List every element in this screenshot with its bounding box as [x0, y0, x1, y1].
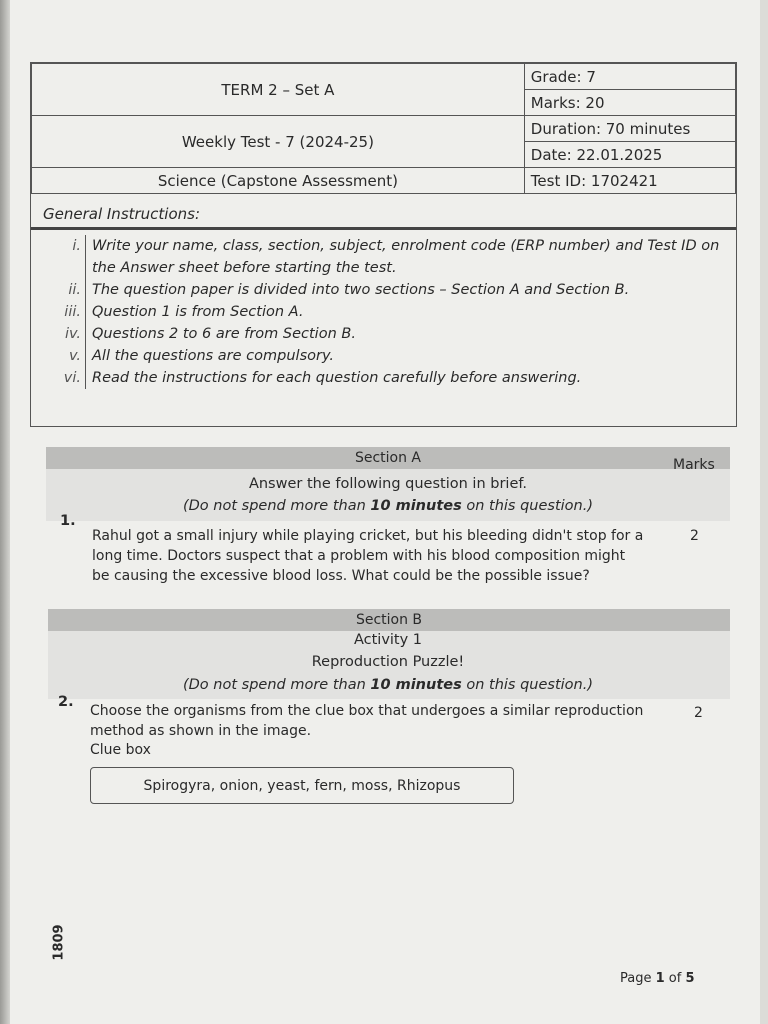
clue-box: Spirogyra, onion, yeast, fern, moss, Rhizopus: [90, 767, 514, 804]
activity-label: Activity 1: [353, 632, 423, 648]
date-cell: Date: 22.01.2025: [524, 142, 735, 168]
divider: [85, 323, 86, 345]
duration-cell: Duration: 70 minutes: [524, 116, 735, 142]
question-1-number: 1.: [60, 513, 76, 529]
instruction-number: i.: [72, 238, 81, 254]
marks-cell: Marks: 20: [524, 90, 735, 116]
divider: [85, 367, 86, 389]
instructions-list: [31, 235, 736, 389]
section-a-title: Section A: [354, 450, 422, 466]
activity-title: Reproduction Puzzle!: [311, 654, 465, 670]
page-edge-shadow: [0, 0, 10, 1024]
marks-header: Marks: [673, 457, 715, 473]
page-number: Page 1 of 5: [620, 971, 695, 986]
side-code: 1809: [51, 924, 67, 961]
instruction-number: ii.: [68, 282, 81, 298]
question-2-text: Choose the organisms from the clue box that undergoes a similar reproduction method as shown in the image.: [90, 703, 644, 739]
test-name: Weekly Test - 7 (2024-25): [32, 116, 525, 168]
section-a-bar: [46, 447, 730, 469]
question-1-marks: 2: [690, 528, 699, 544]
question-1-text: Rahul got a small injury while playing cricket, but his bleeding didn't stop for a long time. Doctors suspect that a problem with his blood composition might be causing the excessive blood loss. What could be the possible issue?: [92, 528, 644, 584]
divider: [85, 301, 86, 323]
section-b-bar: [48, 609, 730, 631]
test-id-cell: Test ID: 1702421: [524, 168, 735, 194]
instruction-item: [31, 301, 736, 323]
instruction-number: v.: [68, 348, 81, 364]
instruction-item: [31, 323, 736, 345]
instruction-text: The question paper is divided into two sections – Section A and Section B.: [92, 282, 630, 298]
instruction-number: iv.: [64, 326, 81, 342]
instruction-text: All the questions are compulsory.: [92, 348, 335, 364]
question-2-number: 2.: [58, 694, 74, 710]
divider: [85, 235, 86, 279]
grade-cell: Grade: 7: [524, 64, 735, 90]
section-b-time-note: (Do not spend more than 10 minutes on this question.): [182, 677, 593, 693]
section-a-instruction: Answer the following question in brief.: [248, 476, 528, 492]
instruction-text: Write your name, class, section, subject, enrolment code (ERP number) and Test ID on the Answer sheet before starting the test.: [92, 238, 720, 276]
general-instructions-heading: General Instructions:: [43, 205, 201, 223]
section-b-title: Section B: [355, 612, 423, 628]
header-box: [30, 62, 737, 427]
question-2-marks: 2: [694, 705, 703, 721]
clue-box-label: Clue box: [90, 742, 151, 758]
subject-name: Science (Capstone Assessment): [32, 168, 525, 194]
instruction-item: [31, 345, 736, 367]
instruction-item: [31, 367, 736, 389]
divider: [31, 227, 736, 230]
instruction-item: [31, 235, 736, 279]
instruction-text: Question 1 is from Section A.: [92, 304, 304, 320]
header-table: [31, 63, 736, 194]
instruction-text: Read the instructions for each question carefully before answering.: [92, 370, 582, 386]
instruction-text: Questions 2 to 6 are from Section B.: [92, 326, 356, 342]
divider: [85, 279, 86, 301]
instruction-item: [31, 279, 736, 301]
instruction-number: vi.: [63, 370, 81, 386]
term-title: TERM 2 – Set A: [32, 64, 525, 116]
section-a-time-note: (Do not spend more than 10 minutes on this question.): [182, 498, 593, 514]
instruction-number: iii.: [64, 304, 81, 320]
divider: [85, 345, 86, 367]
